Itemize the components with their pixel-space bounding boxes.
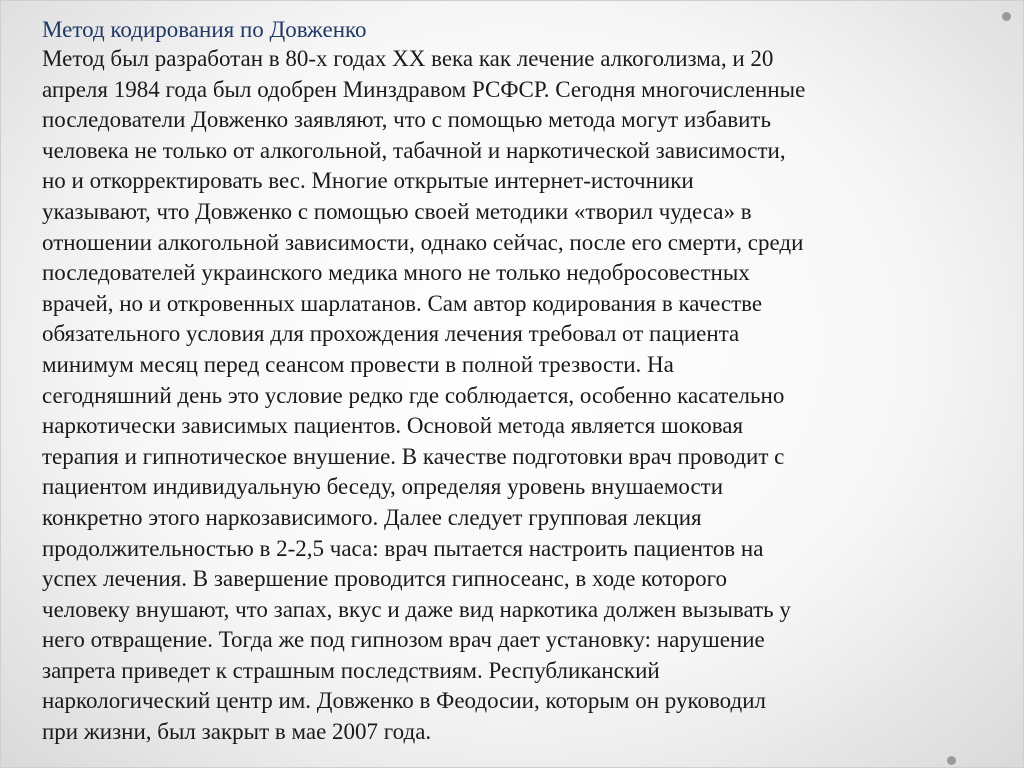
decorative-dot-bottom <box>947 756 956 765</box>
body-line: конкретно этого наркозависимого. Далее следует групповая лекция <box>42 504 702 530</box>
slide-title: Метод кодирования по Довженко <box>42 17 367 42</box>
body-line: врачей, но и откровенных шарлатанов. Сам автор кодирования в качестве <box>42 290 763 316</box>
body-line: последователей украинского медика много не только недобросовестных <box>42 260 750 286</box>
body-line: человека не только от алкогольной, табачной и наркотической зависимости, <box>42 137 786 163</box>
body-line: минимум месяц перед сеансом провести в полной трезвости. На <box>42 351 674 377</box>
body-line: запрета приведет к страшным последствиям. Республиканский <box>42 657 660 683</box>
slide-body-text <box>42 44 992 748</box>
body-line: Метод был разработан в 80-х годах XX века как лечение алкоголизма, и 20 <box>42 46 774 71</box>
decorative-dot-top <box>1002 12 1011 21</box>
body-line: последователи Довженко заявляют, что с помощью метода могут избавить <box>42 107 771 133</box>
body-line: продолжительностью в 2-2,5 часа: врач пытается настроить пациентов на <box>42 535 764 561</box>
body-line: успех лечения. В завершение проводится гипносеанс, в ходе которого <box>42 566 727 592</box>
body-line: наркологический центр им. Довженко в Феодосии, которым он руководил <box>42 688 766 714</box>
body-line: при жизни, был закрыт в мае 2007 года. <box>42 719 432 745</box>
body-line: сегодняшний день это условие редко где соблюдается, особенно касательно <box>42 382 785 408</box>
slide-content <box>42 16 992 748</box>
body-line: но и откорректировать вес. Многие открытые интернет-источники <box>42 168 694 194</box>
body-line: человеку внушают, что запах, вкус и даже вид наркотика должен вызывать у <box>42 596 791 622</box>
body-line: пациентом индивидуальную беседу, определяя уровень внушаемости <box>42 474 724 500</box>
body-line: отношении алкогольной зависимости, однако сейчас, после его смерти, среди <box>42 229 804 255</box>
body-line: наркотически зависимых пациентов. Основой метода является шоковая <box>42 413 744 439</box>
body-line: обязательного условия для прохождения лечения требовал от пациента <box>42 321 740 347</box>
body-line: апреля 1984 года был одобрен Минздравом РСФСР. Сегодня многочисленные <box>42 76 806 102</box>
body-line: указывают, что Довженко с помощью своей методики «творил чудеса» в <box>42 198 752 224</box>
body-line: него отвращение. Тогда же под гипнозом врач дает установку: нарушение <box>42 627 765 653</box>
body-line: терапия и гипнотическое внушение. В качестве подготовки врач проводит с <box>42 443 785 469</box>
